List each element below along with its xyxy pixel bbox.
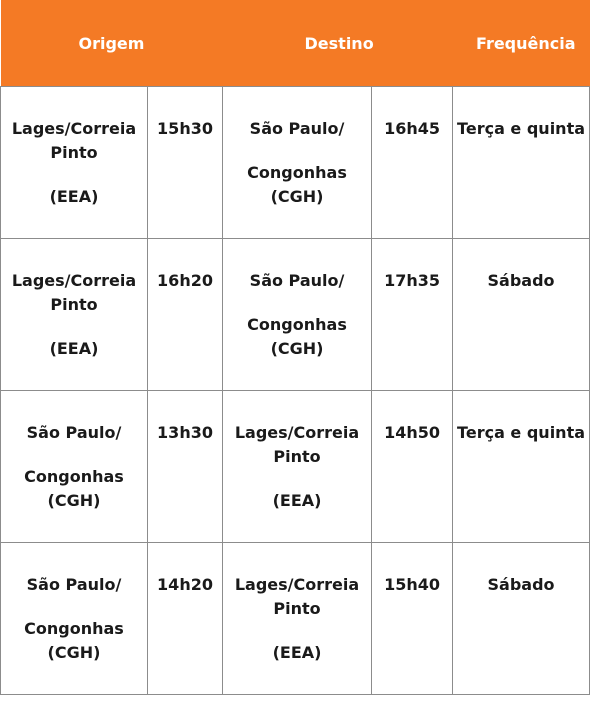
destino-cell [223, 391, 372, 543]
frequencia-cell: Sábado [453, 543, 590, 695]
header-destino: Destino [223, 0, 453, 87]
partida-cell: 16h20 [148, 239, 223, 391]
destino-code: Congonhas (CGH) [247, 315, 347, 358]
table-row [1, 391, 590, 543]
destino-name: Lages/Correia Pinto [234, 575, 360, 618]
origem-code: Congonhas (CGH) [24, 467, 124, 510]
destino-cell [223, 87, 372, 239]
chegada-cell: 16h45 [372, 87, 453, 239]
origem-cell [1, 391, 148, 543]
partida-cell: 15h30 [148, 87, 223, 239]
header-frequencia: Frequência [453, 0, 590, 87]
table-row [1, 87, 590, 239]
origem-cell [1, 239, 148, 391]
origem-cell [1, 87, 148, 239]
origem-name: Lages/Correia Pinto [11, 271, 137, 314]
table-row [1, 239, 590, 391]
destino-name: São Paulo/ [249, 119, 345, 138]
destino-code: Congonhas (CGH) [247, 163, 347, 206]
frequencia-cell: Terça e quinta [453, 87, 590, 239]
partida-cell: 14h20 [148, 543, 223, 695]
partida-cell: 13h30 [148, 391, 223, 543]
header-row [1, 0, 590, 87]
origem-name: Lages/Correia Pinto [11, 119, 137, 162]
table-row [1, 543, 590, 695]
origem-code: (EEA) [49, 339, 99, 358]
chegada-cell: 17h35 [372, 239, 453, 391]
destino-name: São Paulo/ [249, 271, 345, 290]
destino-cell [223, 239, 372, 391]
origem-code: Congonhas (CGH) [24, 619, 124, 662]
destino-code: (EEA) [272, 643, 322, 662]
chegada-cell: 15h40 [372, 543, 453, 695]
chegada-cell: 14h50 [372, 391, 453, 543]
origem-name: São Paulo/ [26, 575, 122, 594]
destino-code: (EEA) [272, 491, 322, 510]
table-header [1, 0, 590, 87]
frequencia-cell: Terça e quinta [453, 391, 590, 543]
table-body [1, 87, 590, 695]
destino-cell [223, 543, 372, 695]
destino-name: Lages/Correia Pinto [234, 423, 360, 466]
frequencia-cell: Sábado [453, 239, 590, 391]
origem-code: (EEA) [49, 187, 99, 206]
header-origem: Origem [1, 0, 223, 87]
origem-name: São Paulo/ [26, 423, 122, 442]
origem-cell [1, 543, 148, 695]
